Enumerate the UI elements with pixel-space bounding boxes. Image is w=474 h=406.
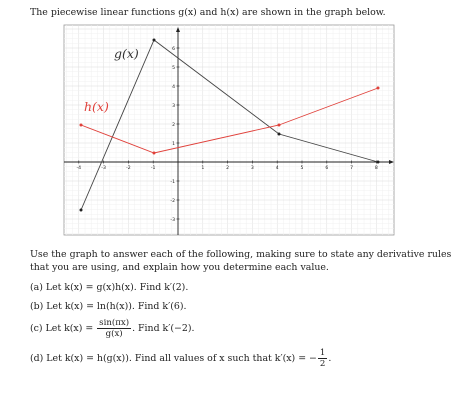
question-d-fraction xyxy=(318,348,327,369)
x-tick-label: 6 xyxy=(325,166,329,171)
x-tick-label: 4 xyxy=(275,166,279,171)
g-point xyxy=(80,209,83,212)
h-point xyxy=(80,124,83,127)
question-c-prefix: (c) Let k(x) = xyxy=(30,323,94,334)
g-point xyxy=(278,133,281,136)
y-tick-label: 6 xyxy=(172,46,175,52)
h-point xyxy=(278,124,281,127)
x-tick-label: -4 xyxy=(76,166,82,171)
question-d-prefix: (d) Let k(x) = h(g(x)). Find all values of x such that k′(x) = − xyxy=(30,353,317,364)
x-tick-label: 5 xyxy=(300,166,304,171)
instructions-text: Use the graph to answer each of the following, making sure to state any derivative rules that you are using, and explain how you determine each value. xyxy=(30,249,452,273)
question-d-denominator: 2 xyxy=(319,359,326,369)
h-label: h(x) xyxy=(84,99,109,114)
x-tick-label: -3 xyxy=(101,166,106,171)
g-point xyxy=(153,39,156,42)
g-point xyxy=(377,161,380,164)
x-tick-label: 3 xyxy=(250,166,254,171)
x-tick-label: -2 xyxy=(126,166,131,171)
x-tick-label: 1 xyxy=(201,166,205,171)
question-c-denominator: g(x) xyxy=(105,329,123,339)
question-b: (b) Let k(x) = ln(h(x)). Find k′(6). xyxy=(30,301,187,312)
g-label: g(x) xyxy=(114,46,139,61)
question-a: (a) Let k(x) = g(x)h(x). Find k′(2). xyxy=(30,282,189,293)
h-point xyxy=(377,87,380,90)
question-d xyxy=(30,348,331,369)
question-c-numerator: sin(πx) xyxy=(99,318,130,328)
y-tick-label: 2 xyxy=(172,122,175,128)
y-tick-label: -2 xyxy=(170,198,175,204)
x-tick-label: 7 xyxy=(350,166,354,171)
question-c-suffix: . Find k′(−2). xyxy=(132,323,195,334)
y-tick-label: -3 xyxy=(170,217,175,223)
y-tick-label: 4 xyxy=(172,84,175,90)
y-tick-label: 3 xyxy=(172,103,175,109)
y-tick-label: 1 xyxy=(172,141,175,147)
y-tick-label: 5 xyxy=(172,65,175,71)
x-tick-label: 2 xyxy=(226,166,230,171)
question-c-fraction xyxy=(97,318,131,339)
x-tick-label: -1 xyxy=(150,166,156,171)
question-d-numerator: 1 xyxy=(319,348,326,358)
h-point xyxy=(153,152,156,155)
y-tick-label: -1 xyxy=(170,179,175,185)
question-d-suffix: . xyxy=(328,353,332,364)
x-tick-label: 8 xyxy=(374,166,378,171)
intro-text: The piecewise linear functions g(x) and h(x) are shown in the graph below. xyxy=(30,7,386,18)
question-c xyxy=(30,318,195,339)
